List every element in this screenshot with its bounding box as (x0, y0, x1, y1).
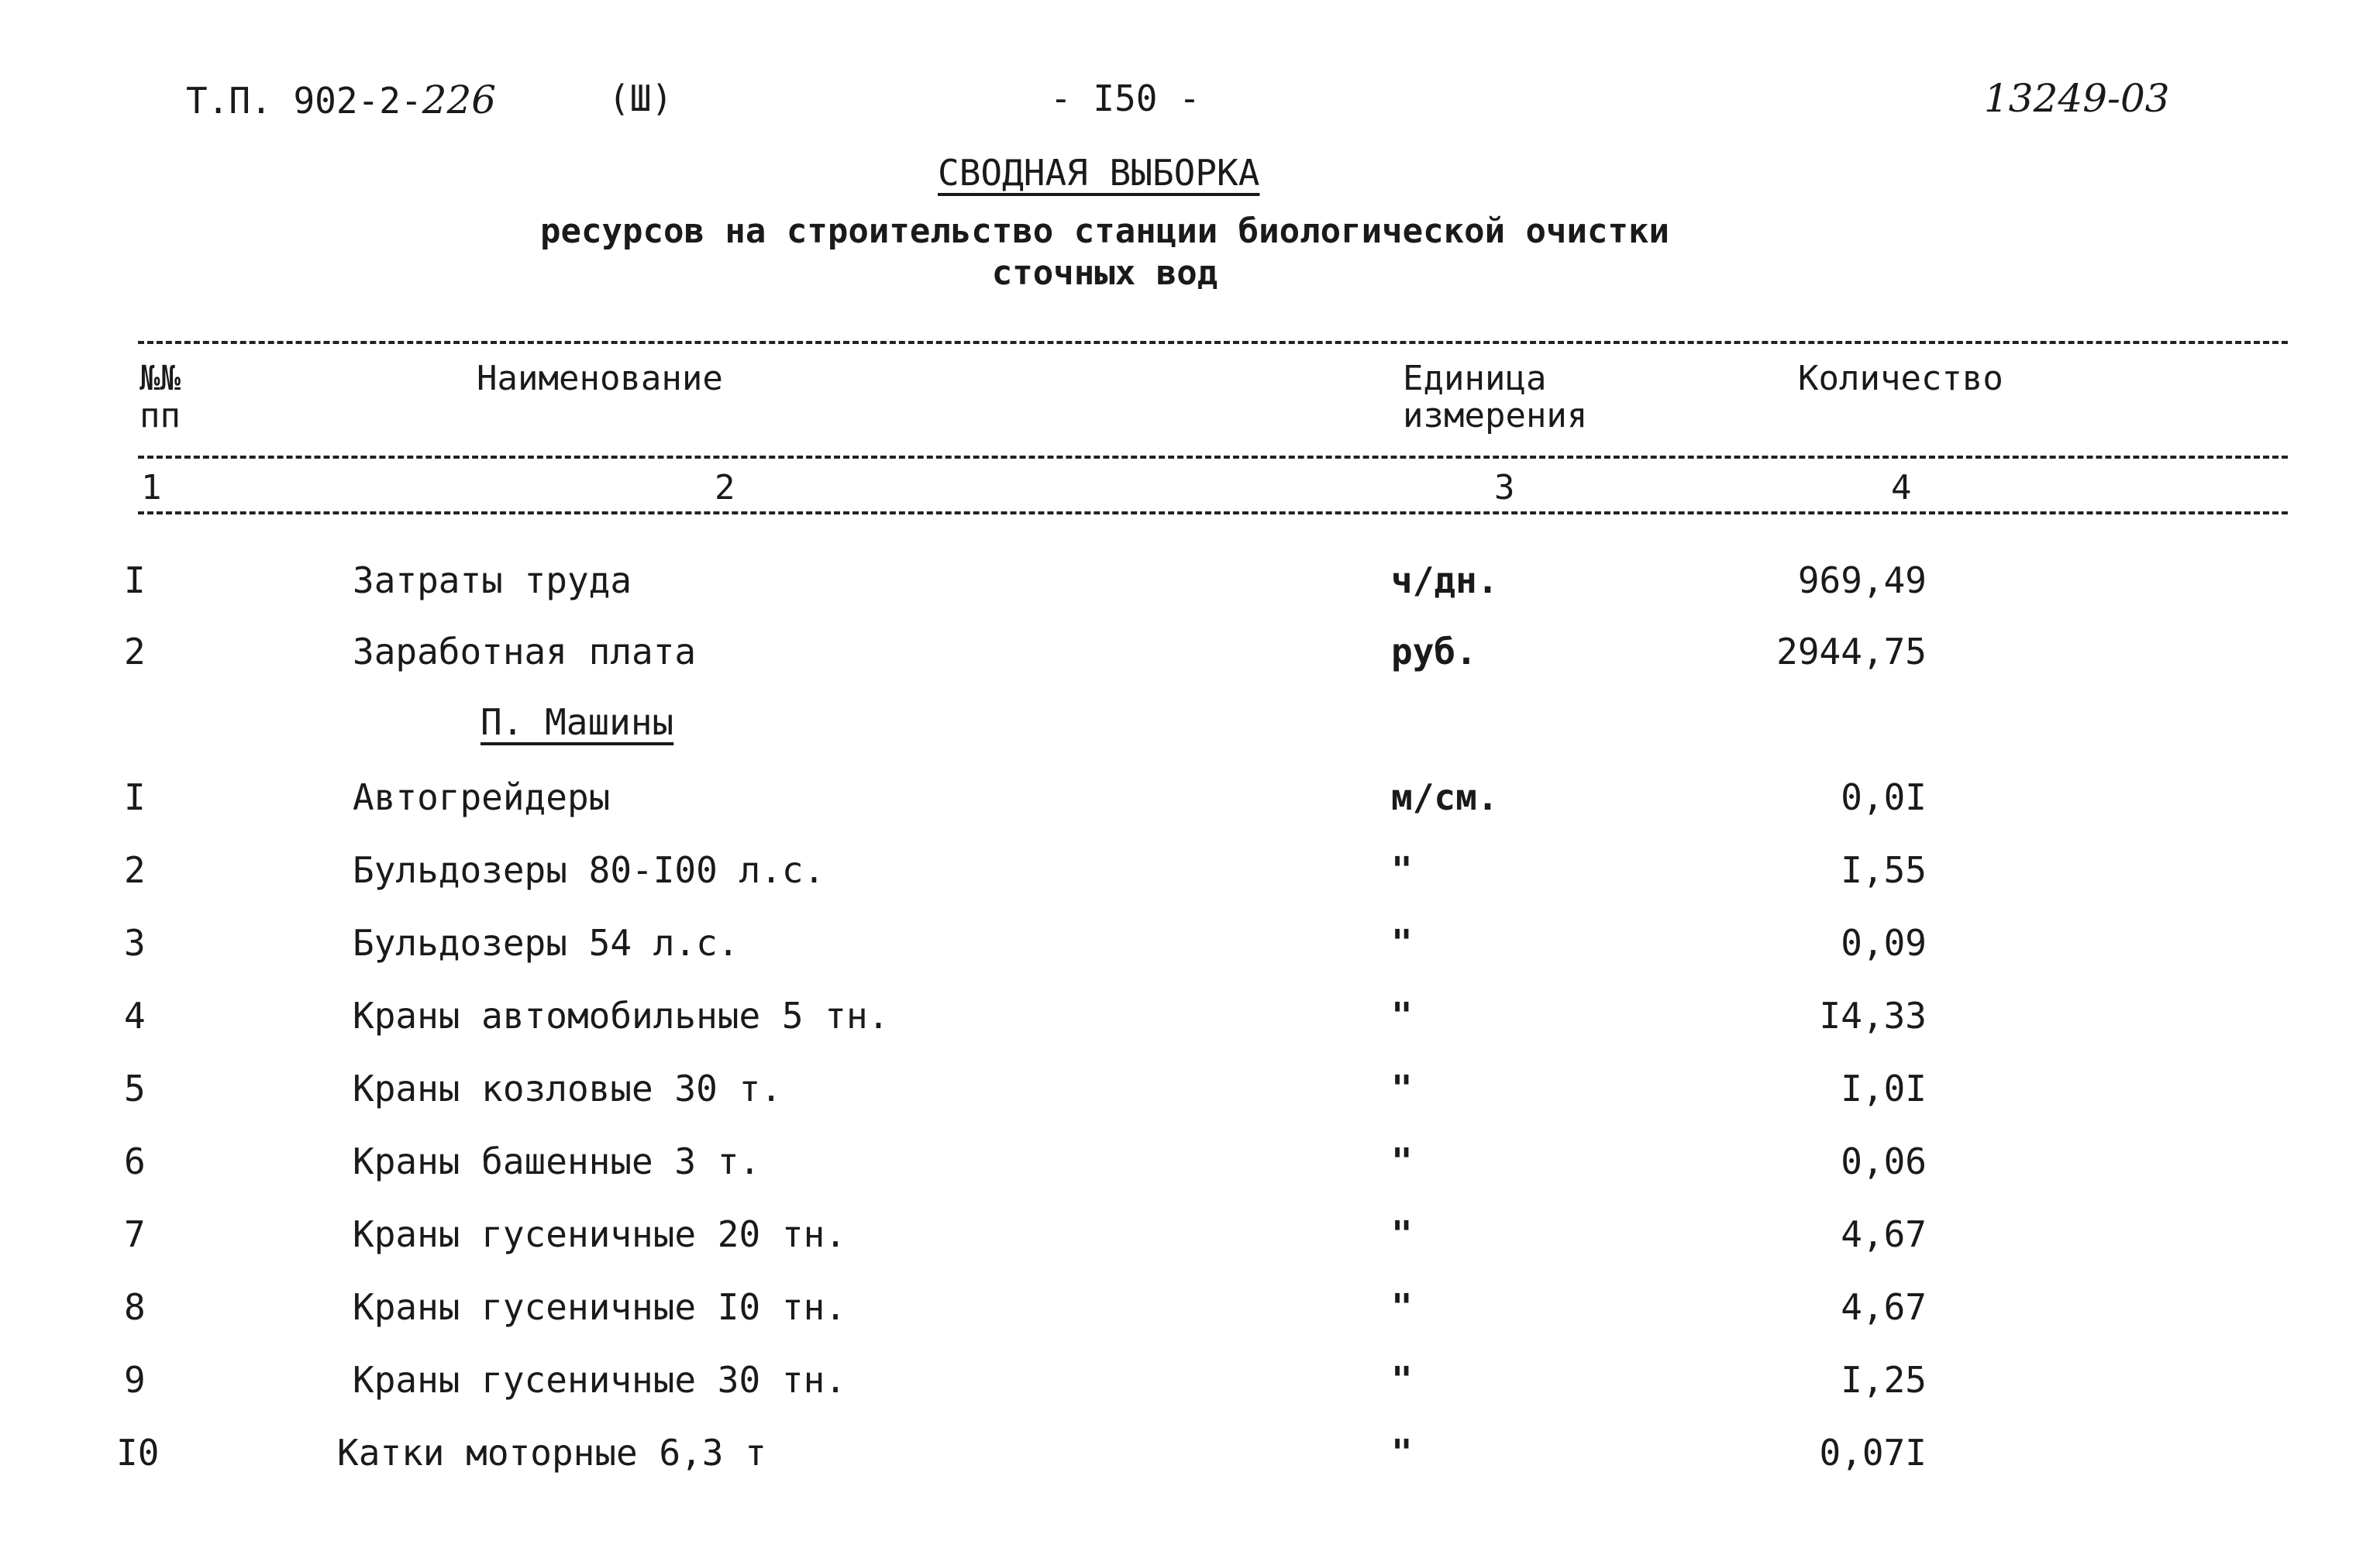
row-number: I (124, 559, 146, 601)
row-number: 2 (124, 631, 146, 673)
row-name: Краны гусеничные 30 тн. (353, 1359, 846, 1401)
header-divider-rule (138, 456, 2288, 459)
row-unit: " (1391, 1068, 1413, 1109)
header-num-line-1: №№ (139, 359, 181, 398)
row-name: Краны гусеничные I0 тн. (353, 1286, 846, 1328)
table-row (0, 1213, 2380, 1275)
column-number-2: 2 (715, 468, 735, 507)
row-quantity: 0,09 (1841, 922, 1927, 964)
row-name: Краны гусеничные 20 тн. (353, 1213, 846, 1255)
row-name: Краны башенные 3 т. (353, 1140, 761, 1182)
row-quantity: 2944,75 (1776, 631, 1927, 673)
header-unit-line-1: Единица (1403, 359, 1547, 398)
variant-mark: (Ш) (608, 77, 673, 119)
row-unit: " (1391, 1286, 1413, 1328)
column-numbers-rule (138, 511, 2288, 514)
row-unit: руб. (1391, 631, 1477, 673)
row-quantity: I,0I (1841, 1068, 1927, 1109)
column-number-3: 3 (1494, 468, 1515, 507)
row-unit: " (1391, 1140, 1413, 1182)
header-num (139, 360, 181, 435)
table-top-rule (138, 341, 2288, 344)
archive-number: 13249-03 (1984, 76, 2170, 121)
header-unit-line-2: измерения (1403, 396, 1588, 435)
row-unit: " (1391, 922, 1413, 964)
row-name: Катки моторные 6,3 т (337, 1432, 766, 1474)
table-row (0, 922, 2380, 984)
table-row (0, 559, 2380, 621)
row-name: Краны козловые 30 т. (353, 1068, 782, 1109)
row-quantity: I4,33 (1819, 995, 1927, 1037)
header-qty: Количество (1798, 359, 2003, 398)
row-number: 3 (124, 922, 146, 964)
row-quantity: 0,07I (1819, 1432, 1927, 1474)
doc-code (186, 77, 496, 122)
header-num-line-2: пп (139, 396, 181, 435)
row-quantity: I,25 (1841, 1359, 1927, 1401)
table-row (0, 1432, 2380, 1494)
row-name: Заработная плата (353, 631, 697, 673)
page-subtitle (0, 211, 2295, 294)
header-unit (1403, 360, 1587, 435)
row-name: Бульдозеры 54 л.с. (353, 922, 739, 964)
subtitle-line-2: сточных вод (991, 253, 1218, 293)
table-row (0, 1068, 2380, 1130)
row-name: Затраты труда (353, 559, 632, 601)
row-unit: ч/дн. (1391, 559, 1499, 601)
column-number-1: 1 (141, 468, 162, 507)
row-unit: " (1391, 995, 1413, 1037)
row-unit: м/см. (1391, 776, 1499, 818)
row-quantity: 0,06 (1841, 1140, 1927, 1182)
row-quantity: 0,0I (1841, 776, 1927, 818)
row-quantity: I,55 (1841, 849, 1927, 891)
row-number: I0 (116, 1432, 160, 1474)
table-row (0, 631, 2380, 693)
row-unit: " (1391, 849, 1413, 891)
table-row (0, 776, 2380, 838)
header-name: Наименование (477, 359, 723, 398)
row-number: 8 (124, 1286, 146, 1328)
row-number: 7 (124, 1213, 146, 1255)
row-quantity: 4,67 (1841, 1213, 1927, 1255)
row-number: 2 (124, 849, 146, 891)
table-row (0, 995, 2380, 1057)
subtitle-line-1: ресурсов на строительство станции биологической очистки (540, 212, 1669, 251)
row-number: 4 (124, 995, 146, 1037)
section-title-machines: П. Машины (480, 701, 674, 743)
page-number: - I50 - (1050, 77, 1200, 119)
row-unit: " (1391, 1213, 1413, 1255)
row-quantity: 969,49 (1797, 559, 1927, 601)
table-row (0, 1359, 2380, 1421)
row-unit: " (1391, 1432, 1413, 1474)
doc-code-handwritten: 226 (422, 77, 497, 122)
row-name: Бульдозеры 80-I00 л.с. (353, 849, 825, 891)
table-row (0, 1140, 2380, 1202)
row-number: 6 (124, 1140, 146, 1182)
table-row (0, 849, 2380, 911)
row-number: I (124, 776, 146, 818)
row-unit: " (1391, 1359, 1413, 1401)
row-name: Краны автомобильные 5 тн. (353, 995, 890, 1037)
table-row (0, 1286, 2380, 1348)
column-number-4: 4 (1891, 468, 1912, 507)
doc-code-printed: Т.П. 902-2- (186, 80, 422, 122)
row-quantity: 4,67 (1841, 1286, 1927, 1328)
row-number: 9 (124, 1359, 146, 1401)
page-title: СВОДНАЯ ВЫБОРКА (938, 152, 1260, 194)
row-name: Автогрейдеры (353, 776, 611, 818)
row-number: 5 (124, 1068, 146, 1109)
